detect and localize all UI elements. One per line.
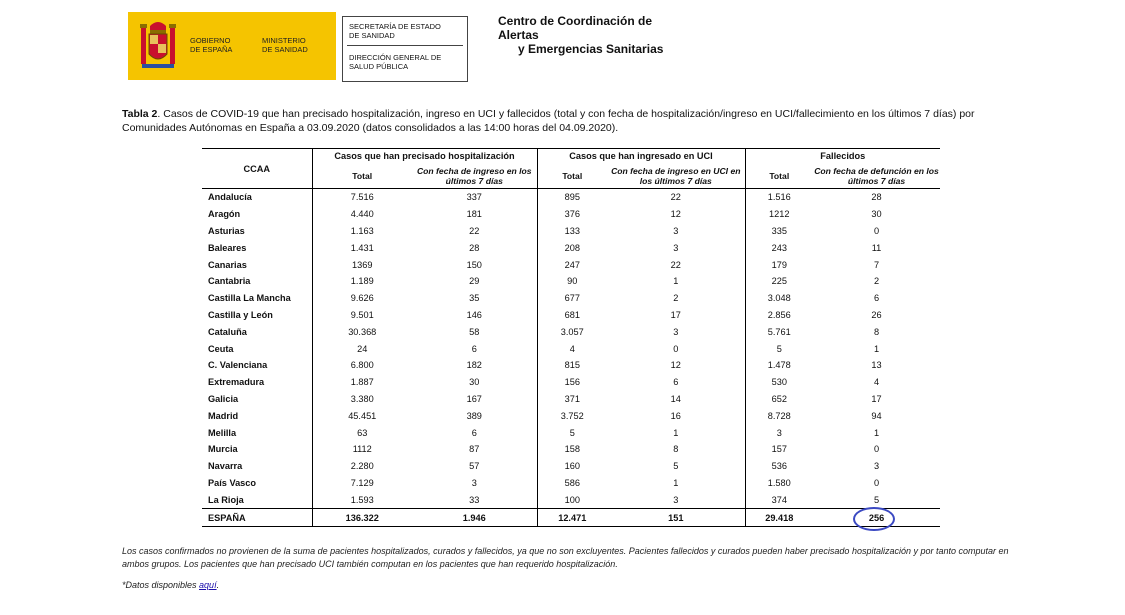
fall-7d-cell: 6 — [873, 293, 880, 304]
hosp-total-cell: 6.800 — [350, 360, 374, 371]
hosp-7d-header: Con fecha de ingreso en los últimos 7 días — [412, 163, 537, 189]
ccaa-name-cell: C. Valenciana — [202, 357, 312, 374]
hosp-total-cell: 1.189 — [350, 276, 374, 287]
table-row — [202, 189, 940, 206]
fall-7d-cell: 2 — [873, 276, 880, 287]
uci-7d-cell: 3 — [607, 239, 745, 256]
uci-7d-cell: 8 — [607, 441, 745, 458]
ccaa-name-cell: Murcia — [202, 441, 312, 458]
document-header — [128, 12, 688, 82]
hosp-7d-cell: 181 — [412, 206, 537, 223]
fall-total-cell: 225 — [771, 276, 787, 287]
hosp-total-cell: 63 — [357, 427, 368, 438]
hosp-7d-cell: 6 — [412, 340, 537, 357]
table-body — [202, 189, 940, 509]
total-hosp: 136.322 — [312, 509, 412, 527]
uci-7d-cell: 14 — [607, 391, 745, 408]
uci-total-cell: 100 — [564, 494, 580, 505]
table-row — [202, 340, 940, 357]
fall-7d-cell: 28 — [871, 192, 882, 203]
uci-total-cell: 156 — [564, 377, 580, 388]
table-row — [202, 256, 940, 273]
ccaa-name-cell: Cataluña — [202, 323, 312, 340]
hosp-total-cell: 45.451 — [348, 410, 377, 421]
fall-total-cell: 3 — [776, 427, 782, 438]
ccaa-name-cell: Extremadura — [202, 374, 312, 391]
uci-total-header: Total — [537, 163, 607, 189]
table-row — [202, 374, 940, 391]
ccaa-name-cell: Melilla — [202, 424, 312, 441]
hosp-total-cell: 30.368 — [348, 326, 377, 337]
uci-total-cell: 160 — [564, 461, 580, 472]
hosp-7d-cell: 150 — [412, 256, 537, 273]
ccaa-name-cell: Andalucía — [202, 189, 312, 206]
fall-total-cell: 3.048 — [767, 293, 791, 304]
total-hosp-7d: 1.946 — [412, 509, 537, 527]
ccaa-name-cell: Madrid — [202, 407, 312, 424]
fall-total-cell: 536 — [771, 461, 787, 472]
hosp-total-cell: 24 — [357, 343, 368, 354]
uci-total-cell: 133 — [564, 225, 580, 236]
ccaa-name-cell: Aragón — [202, 206, 312, 223]
fall-7d-cell: 94 — [871, 410, 882, 421]
ccaa-name-cell: Castilla La Mancha — [202, 290, 312, 307]
ccaa-name-cell: Galicia — [202, 391, 312, 408]
fall-7d-cell: 30 — [871, 209, 882, 220]
fall-7d-cell: 0 — [873, 477, 880, 488]
hosp-total-cell: 9.501 — [350, 309, 374, 320]
uci-7d-cell: 3 — [607, 491, 745, 508]
hosp-7d-cell: 58 — [412, 323, 537, 340]
fall-7d-cell: 3 — [873, 461, 880, 472]
uci-7d-cell: 17 — [607, 307, 745, 324]
fall-total-cell: 5 — [776, 343, 782, 354]
table-row — [202, 407, 940, 424]
ccaa-name-cell: Asturias — [202, 223, 312, 240]
data-table-wrapper — [202, 148, 940, 527]
ccaa-name-cell: La Rioja — [202, 491, 312, 508]
caption-text: . Casos de COVID-19 que han precisado hospitalización, ingreso en UCI y fallecidos (total y con fecha de hospitalización/ingreso en UCI/fallecimiento en los últimos 7 días) por Comunidades Autónomas en España a 03.09.2020 (datos consolidados a las 14:00 horas del 04.09.2020). — [122, 108, 975, 134]
footnote: Los casos confirmados no provienen de la suma de pacientes hospitalizados, curados y fallecidos, ya que no son excluyentes. Pacientes fallecidos y curados pueden haber precisado hospitalización y por tanto computar en ambos grupos. Los pacientes que han precisado UCI también computan en los pacientes que han requerido hospitalización. — [122, 546, 1009, 569]
total-name: ESPAÑA — [202, 509, 312, 527]
uci-7d-cell: 3 — [607, 323, 745, 340]
divider — [347, 45, 463, 46]
fall-total-cell: 8.728 — [767, 410, 791, 421]
hosp-total-cell: 1.593 — [350, 494, 374, 505]
gobierno-label: GOBIERNO DE ESPAÑA — [190, 36, 233, 54]
fall-7d-cell: 1 — [873, 427, 880, 438]
hosp-7d-cell: 6 — [412, 424, 537, 441]
government-logo-block — [128, 12, 336, 80]
uci-total-cell: 3.057 — [560, 326, 584, 337]
table-group-header — [202, 149, 940, 164]
hosp-7d-cell: 29 — [412, 273, 537, 290]
fall-total-cell: 2.856 — [767, 309, 791, 320]
hosp-total-cell: 1.163 — [350, 225, 374, 236]
fall-total-header: Total — [745, 163, 813, 189]
total-fall: 29.418 — [745, 509, 813, 527]
caption-label: Tabla 2 — [122, 108, 158, 120]
fall-total-cell: 1.478 — [767, 360, 791, 371]
fall-7d-cell: 0 — [873, 444, 880, 455]
hosp-total-cell: 1369 — [352, 259, 373, 270]
fall-7d-cell: 13 — [871, 360, 882, 371]
fall-7d-cell: 5 — [873, 494, 880, 505]
fall-total-cell: 157 — [771, 444, 787, 455]
table-caption — [122, 107, 1022, 135]
group-uci-header: Casos que han ingresado en UCI — [537, 149, 745, 164]
ccaa-name-cell: País Vasco — [202, 475, 312, 492]
ccaa-name-cell: Cantabria — [202, 273, 312, 290]
hosp-7d-cell: 167 — [412, 391, 537, 408]
uci-total-cell: 371 — [564, 393, 580, 404]
table-row — [202, 273, 940, 290]
fall-7d-header: Con fecha de defunción en los últimos 7 días — [813, 163, 940, 189]
hosp-7d-cell: 22 — [412, 223, 537, 240]
hosp-7d-cell: 35 — [412, 290, 537, 307]
uci-total-cell: 3.752 — [560, 410, 584, 421]
uci-7d-header: Con fecha de ingreso en UCI en los últimos 7 días — [607, 163, 745, 189]
hosp-total-cell: 1.431 — [350, 242, 374, 253]
fall-total-cell: 1.580 — [767, 477, 791, 488]
hosp-7d-cell: 337 — [412, 189, 537, 206]
uci-7d-cell: 6 — [607, 374, 745, 391]
fall-total-cell: 179 — [771, 259, 787, 270]
uci-7d-cell: 12 — [607, 357, 745, 374]
hosp-7d-cell: 3 — [412, 475, 537, 492]
data-source-note: *Datos disponibles aquí. — [122, 580, 220, 590]
uci-7d-cell: 22 — [607, 189, 745, 206]
fall-total-cell: 652 — [771, 393, 787, 404]
uci-7d-cell: 16 — [607, 407, 745, 424]
hosp-7d-cell: 33 — [412, 491, 537, 508]
table-row — [202, 206, 940, 223]
uci-total-cell: 586 — [564, 477, 580, 488]
center-title: Centro de Coordinación de Alertas y Emergencias Sanitarias — [498, 14, 664, 56]
hosp-total-cell: 4.440 — [350, 209, 374, 220]
uci-7d-cell: 3 — [607, 223, 745, 240]
total-uci-7d: 151 — [607, 509, 745, 527]
table-row — [202, 323, 940, 340]
secretaria-label: SECRETARÍA DE ESTADO DE SANIDAD — [349, 22, 441, 40]
fall-total-cell: 335 — [771, 225, 787, 236]
coat-of-arms-icon — [138, 18, 178, 74]
hosp-total-cell: 1.887 — [350, 377, 374, 388]
uci-total-cell: 247 — [564, 259, 580, 270]
fall-total-cell: 374 — [771, 494, 787, 505]
uci-total-cell: 4 — [569, 343, 575, 354]
ccaa-name-cell: Castilla y León — [202, 307, 312, 324]
group-fall-header: Fallecidos — [745, 149, 940, 164]
fall-7d-cell: 8 — [873, 326, 880, 337]
table-row — [202, 424, 940, 441]
total-fall-7d-cell — [813, 509, 940, 527]
table-row — [202, 391, 940, 408]
fall-7d-cell: 1 — [873, 343, 880, 354]
hosp-total-cell: 7.129 — [350, 477, 374, 488]
hosp-7d-cell: 146 — [412, 307, 537, 324]
direccion-label: DIRECCIÓN GENERAL DE SALUD PÚBLICA — [349, 53, 442, 71]
uci-7d-cell: 5 — [607, 458, 745, 475]
fall-total-cell: 1212 — [769, 209, 790, 220]
total-fall-7d: 256 — [868, 512, 885, 523]
fall-total-cell: 243 — [771, 242, 787, 253]
uci-7d-cell: 2 — [607, 290, 745, 307]
hosp-total-cell: 2.280 — [350, 461, 374, 472]
uci-total-cell: 677 — [564, 293, 580, 304]
data-link[interactable]: aquí — [199, 580, 217, 590]
uci-7d-cell: 1 — [607, 273, 745, 290]
covid-table — [202, 148, 940, 527]
uci-total-cell: 376 — [564, 209, 580, 220]
hosp-7d-cell: 28 — [412, 239, 537, 256]
ministerio-label: MINISTERIO DE SANIDAD — [262, 36, 308, 54]
table-row — [202, 458, 940, 475]
uci-total-cell: 681 — [564, 309, 580, 320]
group-hosp-header: Casos que han precisado hospitalización — [312, 149, 537, 164]
ccaa-header: CCAA — [202, 149, 312, 189]
ccaa-name-cell: Baleares — [202, 239, 312, 256]
uci-7d-cell: 1 — [607, 475, 745, 492]
fall-total-cell: 530 — [771, 377, 787, 388]
uci-total-cell: 208 — [564, 242, 580, 253]
table-row — [202, 357, 940, 374]
hosp-7d-cell: 87 — [412, 441, 537, 458]
highlighted-value — [869, 513, 884, 523]
uci-7d-cell: 12 — [607, 206, 745, 223]
fall-7d-cell: 11 — [871, 242, 882, 253]
uci-total-cell: 90 — [567, 276, 578, 287]
uci-total-cell: 158 — [564, 444, 580, 455]
hosp-7d-cell: 57 — [412, 458, 537, 475]
ccaa-name-cell: Navarra — [202, 458, 312, 475]
hosp-total-cell: 7.516 — [350, 192, 374, 203]
uci-total-cell: 895 — [564, 192, 580, 203]
table-row — [202, 307, 940, 324]
highlight-circle — [853, 507, 895, 531]
hosp-total-cell: 3.380 — [350, 393, 374, 404]
table-row — [202, 491, 940, 508]
uci-7d-cell: 1 — [607, 424, 745, 441]
ccaa-name-cell: Ceuta — [202, 340, 312, 357]
table-row — [202, 290, 940, 307]
secretaria-box — [342, 16, 468, 82]
hosp-7d-cell: 182 — [412, 357, 537, 374]
hosp-7d-cell: 389 — [412, 407, 537, 424]
total-uci: 12.471 — [537, 509, 607, 527]
ccaa-name-cell: Canarias — [202, 256, 312, 273]
hosp-total-header: Total — [312, 163, 412, 189]
fall-7d-cell: 0 — [873, 225, 880, 236]
uci-total-cell: 815 — [564, 360, 580, 371]
fall-7d-cell: 26 — [871, 309, 882, 320]
table-row — [202, 239, 940, 256]
uci-7d-cell: 0 — [607, 340, 745, 357]
uci-7d-cell: 22 — [607, 256, 745, 273]
fall-total-cell: 5.761 — [767, 326, 791, 337]
hosp-total-cell: 9.626 — [350, 293, 374, 304]
fall-7d-cell: 17 — [871, 393, 882, 404]
table-sub-header — [202, 163, 940, 189]
fall-7d-cell: 4 — [873, 377, 880, 388]
table-total-row — [202, 509, 940, 527]
table-row — [202, 223, 940, 240]
table-row — [202, 441, 940, 458]
hosp-7d-cell: 30 — [412, 374, 537, 391]
hosp-total-cell: 1112 — [352, 444, 372, 455]
fall-7d-cell: 7 — [873, 259, 880, 270]
fall-total-cell: 1.516 — [767, 192, 791, 203]
table-row — [202, 475, 940, 492]
uci-total-cell: 5 — [569, 427, 575, 438]
